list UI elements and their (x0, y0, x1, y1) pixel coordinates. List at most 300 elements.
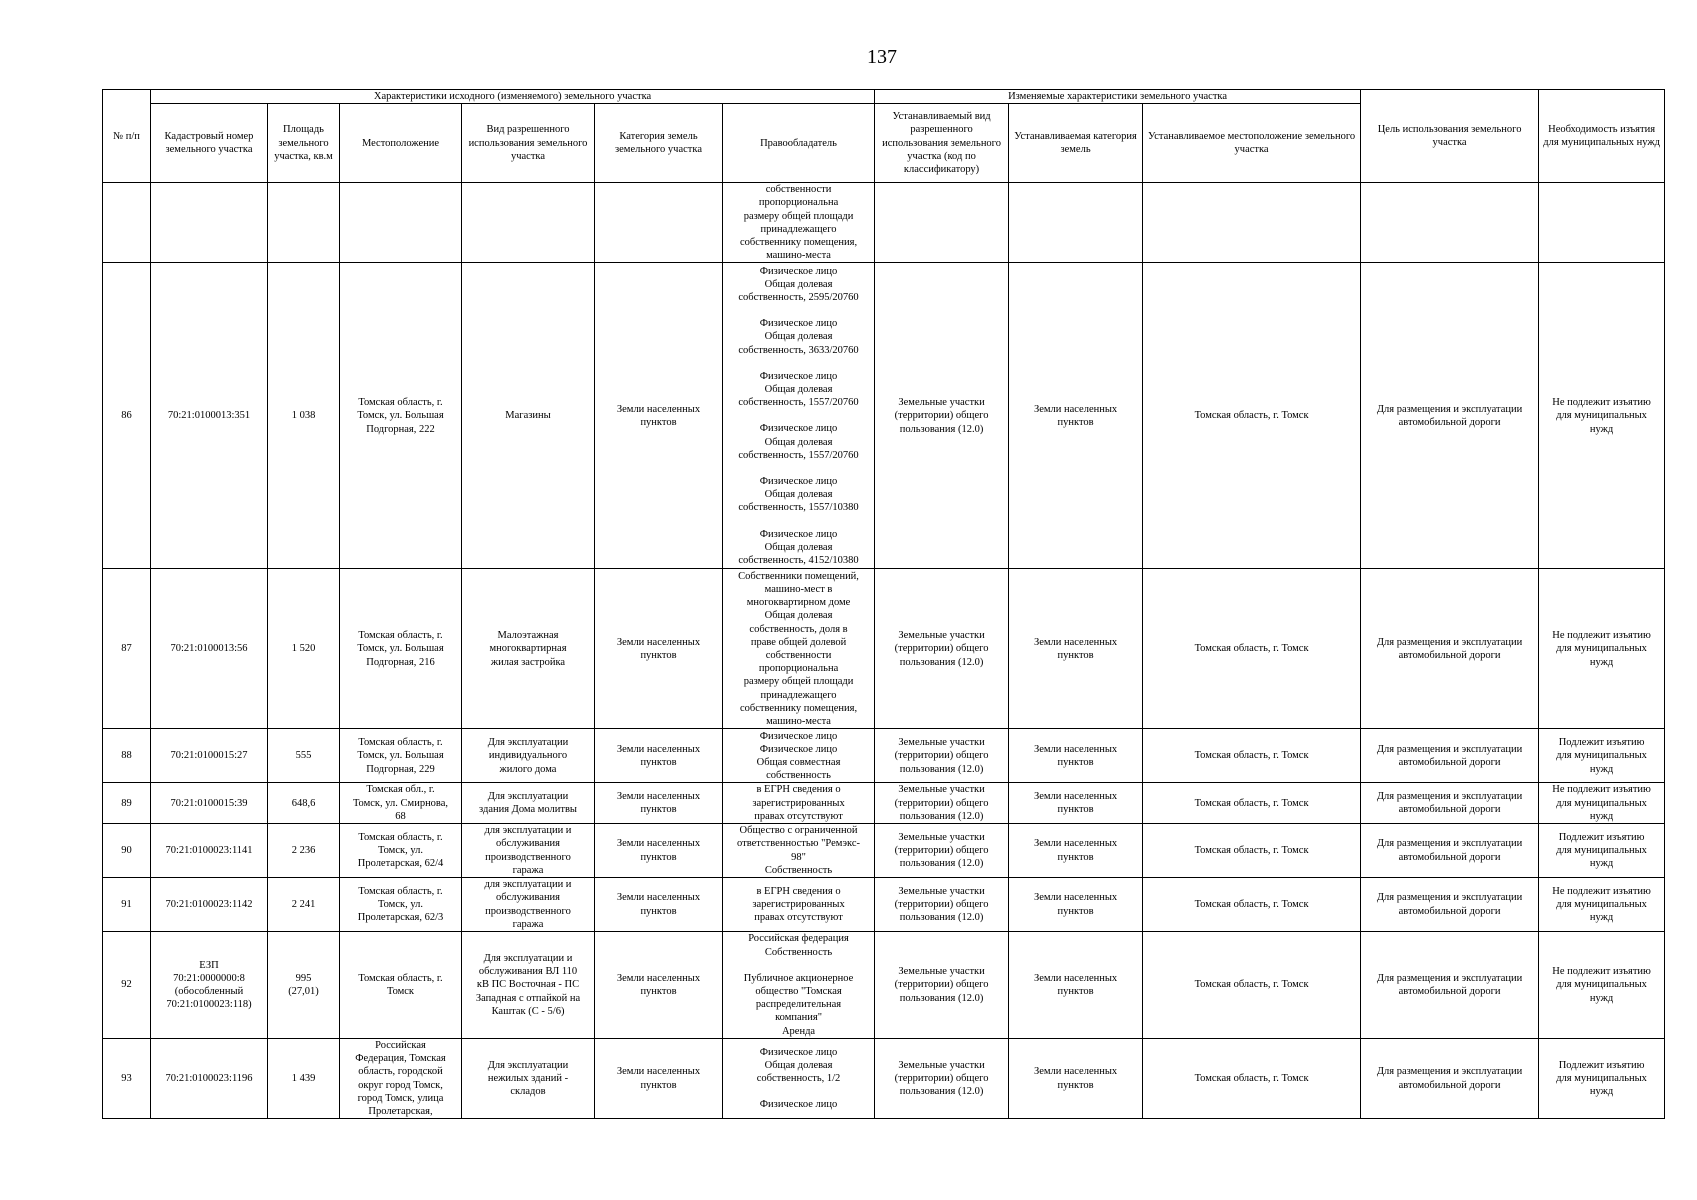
new-land-category (1009, 263, 1143, 569)
cell-line: Собственники помещений, (738, 570, 859, 582)
cadastral-number: 70:21:0100023:1196 (151, 1039, 268, 1119)
cell-line: Томская область, г. (358, 885, 443, 897)
cell-line: Для размещения и эксплуатации (1376, 838, 1523, 850)
cell-line: собственнику помещения, (739, 702, 858, 714)
cell-line: Земельные участки (898, 737, 985, 749)
new-location: Томская область, г. Томск (1143, 824, 1361, 878)
cell-line (725, 409, 872, 422)
cell-line: Подлежит изъятию (1558, 737, 1645, 749)
cell-line: Земельные участки (898, 831, 985, 843)
cell-line: общество "Томская (755, 985, 842, 997)
cell-line: для муниципальных (1556, 750, 1647, 762)
cell-line: Земли населенных (1033, 972, 1118, 984)
cell-line: Земельные участки (898, 966, 985, 978)
cell-line: гаража (512, 864, 544, 876)
header-use: Вид разрешенного использования земельного участка (462, 104, 595, 183)
cell-line: правах отсутствуют (754, 912, 843, 924)
usage-purpose (1361, 569, 1539, 729)
header-location: Местоположение (340, 104, 462, 183)
cell-line: Для размещения и эксплуатации (1376, 892, 1523, 904)
table-row (103, 263, 1665, 569)
cell-line: здания Дома молитвы (479, 804, 577, 816)
cell-line: индивидуального (488, 750, 568, 762)
cadastral-number (151, 183, 268, 263)
land-category (595, 878, 723, 932)
cell-line: Земли населенных (1033, 791, 1118, 803)
cell-line: Томск, ул. (378, 844, 423, 856)
owner (723, 263, 875, 569)
cadastral-number: 70:21:0100015:27 (151, 729, 268, 783)
cell-line: Земельные участки (898, 885, 985, 897)
land-category (595, 783, 723, 824)
cell-line: пунктов (640, 1079, 677, 1091)
cell-line (725, 357, 872, 370)
new-land-category (1009, 878, 1143, 932)
cell-line: Земельные участки (898, 630, 985, 642)
cell-line: Магазины (505, 410, 551, 422)
cell-line: Не подлежит изъятию (1552, 784, 1651, 796)
cell-line: собственность, 1557/10380 (738, 502, 859, 514)
cell-line: для муниципальных (1556, 643, 1647, 655)
owner (723, 1039, 875, 1119)
cell-line: Томская область, г. (358, 972, 443, 984)
cell-line: Томская область, г. (358, 831, 443, 843)
cell-line: Общая долевая (764, 331, 833, 343)
header-new-location: Устанавливаемое местоположение земельного участка (1143, 104, 1361, 183)
plot-area: 1 439 (268, 1039, 340, 1119)
cell-line: ЕЗП (199, 959, 219, 971)
cell-line: ответственностью "Ремэкс- (737, 838, 861, 850)
cell-line: собственность, доля в (749, 623, 848, 635)
cell-line: Не подлежит изъятию (1552, 397, 1651, 409)
cell-line: для эксплуатации и (484, 879, 572, 891)
cell-line: автомобильной дороги (1398, 804, 1501, 816)
header-owner: Правообладатель (723, 104, 875, 183)
cell-line: машино-места (766, 250, 831, 262)
owner (723, 569, 875, 729)
cell-line: пунктов (640, 416, 677, 428)
cell-line: Западная с отпайкой на (475, 992, 581, 1004)
cell-line: Земли населенных (1033, 636, 1118, 648)
page-number: 137 (867, 46, 897, 68)
row-number: 93 (103, 1039, 151, 1119)
cell-line: автомобильной дороги (1398, 416, 1501, 428)
cell-line: для муниципальных (1556, 1073, 1647, 1085)
new-permitted-use (875, 183, 1009, 263)
cell-line: пользования (12.0) (899, 912, 984, 924)
row-number: 90 (103, 824, 151, 878)
permitted-use (462, 878, 595, 932)
cell-line: Не подлежит изъятию (1552, 885, 1651, 897)
cadastral-number (151, 932, 268, 1039)
permitted-use (462, 183, 595, 263)
cell-line: пунктов (640, 649, 677, 661)
permitted-use (462, 932, 595, 1039)
table-row (103, 878, 1665, 932)
row-number (103, 183, 151, 263)
plot-area: 2 241 (268, 878, 340, 932)
cell-line: Для размещения и эксплуатации (1376, 403, 1523, 415)
cell-line: (обособленный (174, 986, 244, 998)
header-need: Необходимость изъятия для муниципальных нужд (1539, 90, 1665, 183)
cell-line: для муниципальных (1556, 410, 1647, 422)
land-category (595, 729, 723, 783)
cell-line: производственного (485, 851, 571, 863)
cell-line: область, городской (358, 1066, 443, 1078)
cell-line: автомобильной дороги (1398, 1079, 1501, 1091)
cell-line: 68 (395, 810, 406, 822)
cell-line: собственность, 1557/20760 (738, 397, 859, 409)
cell-line: Публичное акционерное (743, 972, 854, 984)
new-land-category (1009, 729, 1143, 783)
cell-line: нужд (1589, 992, 1614, 1004)
header-group-source: Характеристики исходного (изменяемого) земельного участка (151, 90, 875, 104)
row-number: 91 (103, 878, 151, 932)
cell-line: пропорциональна (758, 663, 839, 675)
cell-line: машино-мест в (764, 583, 833, 595)
cadastral-number: 70:21:0100023:1142 (151, 878, 268, 932)
cell-line: гаража (512, 918, 544, 930)
cell-line: собственности (765, 649, 832, 661)
seizure-need (1539, 263, 1665, 569)
cell-line: собственность, 1/2 (756, 1073, 841, 1085)
cell-line: Для размещения и эксплуатации (1376, 743, 1523, 755)
cadastral-number: 70:21:0100015:39 (151, 783, 268, 824)
table-row (103, 183, 1665, 263)
new-permitted-use (875, 1039, 1009, 1119)
location (340, 263, 462, 569)
owner (723, 783, 875, 824)
cell-line: обслуживания (495, 838, 561, 850)
cell-line: Земельные участки (898, 784, 985, 796)
location (340, 569, 462, 729)
cell-line: Физическое лицо (759, 1046, 838, 1058)
cell-line: Общая долевая (764, 489, 833, 501)
cell-line: Подгорная, 216 (366, 656, 435, 668)
table-row (103, 1039, 1665, 1119)
cell-line: Подлежит изъятию (1558, 831, 1645, 843)
cell-line: собственнику помещения, (739, 237, 858, 249)
header-purpose: Цель использования земельного участка (1361, 90, 1539, 183)
cell-line: пунктов (640, 986, 677, 998)
cell-line: зарегистрированных (752, 797, 845, 809)
row-number: 86 (103, 263, 151, 569)
cell-line: Физическое лицо (759, 743, 838, 755)
cell-line (725, 959, 872, 972)
cell-line: 98" (791, 851, 806, 863)
new-location: Томская область, г. Томск (1143, 263, 1361, 569)
new-permitted-use (875, 932, 1009, 1039)
cell-line: (территории) общего (894, 979, 989, 991)
land-category (595, 183, 723, 263)
cell-line: (территории) общего (894, 797, 989, 809)
cell-line: Земли населенных (616, 838, 701, 850)
plot-area: 555 (268, 729, 340, 783)
cell-line: (территории) общего (894, 410, 989, 422)
cell-line: Каштак (С - 5/6) (491, 1005, 565, 1017)
cell-line: обслуживания ВЛ 110 (478, 966, 578, 978)
new-land-category (1009, 569, 1143, 729)
new-land-category (1009, 824, 1143, 878)
header-no: № п/п (103, 90, 151, 183)
permitted-use (462, 569, 595, 729)
cell-line: нужд (1589, 810, 1614, 822)
cell-line: размеру общей площади (743, 210, 854, 222)
seizure-need (1539, 878, 1665, 932)
cell-line: Томск (386, 986, 415, 998)
cell-line: Физическое лицо (759, 265, 838, 277)
cell-line: для эксплуатации и (484, 825, 572, 837)
cell-line: пользования (12.0) (899, 656, 984, 668)
cell-line: пунктов (1057, 416, 1094, 428)
cell-line: нужд (1589, 858, 1614, 870)
cell-line: нужд (1589, 1086, 1614, 1098)
cell-line: Земельные участки (898, 1059, 985, 1071)
cell-line: складов (510, 1086, 546, 1098)
cell-line: Земли населенных (616, 636, 701, 648)
new-location: Томская область, г. Томск (1143, 1039, 1361, 1119)
cell-line: 70:21:0100023:118) (166, 999, 252, 1011)
plot-area (268, 932, 340, 1039)
cell-line: нужд (1589, 912, 1614, 924)
cell-line: Пролетарская, 62/4 (357, 858, 444, 870)
cell-line: Для эксплуатации и (483, 953, 573, 965)
cell-line: многоквартирная (489, 643, 567, 655)
cell-line: Общая долевая (764, 436, 833, 448)
cell-line: пунктов (1057, 905, 1094, 917)
cell-line (725, 304, 872, 317)
new-location (1143, 183, 1361, 263)
location (340, 824, 462, 878)
owner (723, 878, 875, 932)
cell-line: нужд (1589, 656, 1614, 668)
header-new-category: Устанавливаемая категория земель (1009, 104, 1143, 183)
cell-line: принадлежащего (760, 223, 837, 235)
land-category (595, 1039, 723, 1119)
cell-line: Для размещения и эксплуатации (1376, 972, 1523, 984)
usage-purpose (1361, 729, 1539, 783)
cell-line: Не подлежит изъятию (1552, 966, 1651, 978)
cell-line: собственность (766, 770, 831, 782)
cell-line: Физическое лицо (759, 1099, 838, 1111)
cell-line: пропорциональна (758, 197, 839, 209)
cell-line: Земли населенных (1033, 1066, 1118, 1078)
land-category (595, 824, 723, 878)
cell-line: Физическое лицо (759, 370, 838, 382)
cell-line: Земли населенных (1033, 892, 1118, 904)
seizure-need (1539, 183, 1665, 263)
land-plots-table (102, 89, 1665, 1119)
cell-line: правах отсутствуют (754, 810, 843, 822)
cell-line: Томск, ул. (378, 898, 423, 910)
permitted-use (462, 1039, 595, 1119)
cell-line: Общая долевая (764, 541, 833, 553)
usage-purpose (1361, 783, 1539, 824)
header-cadastral: Кадастровый номер земельного участка (151, 104, 268, 183)
cell-line: Томск, ул. Смирнова, (352, 797, 449, 809)
cell-line: автомобильной дороги (1398, 986, 1501, 998)
cell-line: жилая застройка (490, 656, 566, 668)
new-permitted-use (875, 783, 1009, 824)
cell-line: Для размещения и эксплуатации (1376, 636, 1523, 648)
seizure-need (1539, 569, 1665, 729)
cell-line: Томская область, г. (358, 630, 443, 642)
header-group-changed: Изменяемые характеристики земельного участка (875, 90, 1361, 104)
new-location: Томская область, г. Томск (1143, 569, 1361, 729)
cell-line: Земли населенных (616, 403, 701, 415)
table-row (103, 729, 1665, 783)
cell-line: компания" (775, 1012, 822, 1024)
cadastral-number: 70:21:0100013:351 (151, 263, 268, 569)
usage-purpose (1361, 932, 1539, 1039)
cell-line: Малоэтажная (497, 630, 559, 642)
cell-line: автомобильной дороги (1398, 905, 1501, 917)
cell-line: Общая долевая (764, 1059, 833, 1071)
table-row (103, 783, 1665, 824)
new-location: Томская область, г. Томск (1143, 932, 1361, 1039)
cell-line: многоквартирном доме (746, 597, 851, 609)
cell-line: автомобильной дороги (1398, 851, 1501, 863)
cell-line: Физическое лицо (759, 318, 838, 330)
cell-line: собственность, 2595/20760 (738, 292, 859, 303)
cell-line: Пролетарская, (368, 1106, 433, 1118)
land-category (595, 263, 723, 569)
cell-line: Собственность (764, 946, 833, 958)
cell-line: производственного (485, 905, 571, 917)
cell-line: принадлежащего (760, 689, 837, 701)
cell-line: пунктов (1057, 986, 1094, 998)
cell-line: Подгорная, 229 (366, 763, 435, 775)
cell-line: Собственность (764, 864, 833, 876)
cell-line: Общая совместная (756, 756, 841, 768)
cell-line: Для эксплуатации (487, 737, 569, 749)
cell-line: для муниципальных (1556, 898, 1647, 910)
row-number: 92 (103, 932, 151, 1039)
cell-line: распределительная (755, 999, 842, 1011)
header-new-use: Устанавливаемый вид разрешенного использования земельного участка (код по классификатору) (875, 104, 1009, 183)
new-land-category (1009, 1039, 1143, 1119)
cell-line: Общество с ограниченной (739, 825, 858, 837)
land-category (595, 569, 723, 729)
cell-line: Земли населенных (616, 972, 701, 984)
cell-line: 995 (295, 972, 312, 984)
cell-line: для муниципальных (1556, 844, 1647, 856)
cell-line: нужд (1589, 763, 1614, 775)
cell-line: пунктов (640, 756, 677, 768)
plot-area: 1 520 (268, 569, 340, 729)
cell-line: Общая долевая (764, 610, 833, 622)
new-permitted-use (875, 878, 1009, 932)
cell-line: обслуживания (495, 892, 561, 904)
table-row (103, 932, 1665, 1039)
new-land-category (1009, 183, 1143, 263)
cell-line: Земли населенных (616, 743, 701, 755)
cell-line: Российская (375, 1040, 426, 1052)
seizure-need (1539, 932, 1665, 1039)
usage-purpose (1361, 263, 1539, 569)
cell-line: Физическое лицо (759, 730, 838, 742)
cell-line: 70:21:0000000:8 (173, 972, 245, 984)
cell-line: (территории) общего (894, 898, 989, 910)
land-category (595, 932, 723, 1039)
location (340, 783, 462, 824)
location (340, 932, 462, 1039)
cell-line: автомобильной дороги (1398, 649, 1501, 661)
cell-line: пунктов (1057, 1079, 1094, 1091)
cell-line: собственности (765, 184, 832, 196)
cell-line: (27,01) (288, 986, 319, 998)
plot-area: 648,6 (268, 783, 340, 824)
cell-line: пользования (12.0) (899, 763, 984, 775)
permitted-use (462, 783, 595, 824)
row-number: 88 (103, 729, 151, 783)
cell-line: Земельные участки (898, 397, 985, 409)
new-land-category (1009, 783, 1143, 824)
cell-line: Для размещения и эксплуатации (1376, 1066, 1523, 1078)
new-location: Томская область, г. Томск (1143, 783, 1361, 824)
location (340, 183, 462, 263)
cell-line: пользования (12.0) (899, 858, 984, 870)
cell-line: Для эксплуатации (487, 1059, 569, 1071)
cell-line: (территории) общего (894, 844, 989, 856)
cell-line: Федерация, Томская (355, 1053, 446, 1065)
table-row (103, 824, 1665, 878)
owner (723, 729, 875, 783)
cell-line: зарегистрированных (752, 898, 845, 910)
cell-line: Физическое лицо (759, 528, 838, 540)
new-land-category (1009, 932, 1143, 1039)
cell-line: округ город Томск, (358, 1079, 443, 1091)
cell-line: для муниципальных (1556, 797, 1647, 809)
owner (723, 824, 875, 878)
cell-line: пунктов (1057, 649, 1094, 661)
cell-line: нежилых зданий - (487, 1073, 569, 1085)
cell-line: Томская область, г. (358, 397, 443, 409)
plot-area (268, 183, 340, 263)
cell-line: Земли населенных (616, 1066, 701, 1078)
table-body (103, 183, 1665, 1119)
new-permitted-use (875, 569, 1009, 729)
cell-line: пунктов (640, 804, 677, 816)
cell-line: Томская обл., г. (366, 784, 435, 796)
permitted-use (462, 824, 595, 878)
cell-line: Подлежит изъятию (1558, 1059, 1645, 1071)
cell-line: Томск, ул. Большая (357, 643, 444, 655)
seizure-need (1539, 783, 1665, 824)
cell-line: (территории) общего (894, 1073, 989, 1085)
cadastral-number: 70:21:0100023:1141 (151, 824, 268, 878)
cell-line: Физическое лицо (759, 476, 838, 488)
cell-line: пользования (12.0) (899, 423, 984, 435)
new-permitted-use (875, 263, 1009, 569)
header-area: Площадь земельного участка, кв.м (268, 104, 340, 183)
cell-line: кВ ПС Восточная - ПС (476, 979, 580, 991)
cell-line: Аренда (781, 1025, 816, 1037)
cell-line: город Томск, улица (357, 1092, 444, 1104)
cell-line: Подгорная, 222 (366, 423, 435, 435)
seizure-need (1539, 824, 1665, 878)
plot-area: 2 236 (268, 824, 340, 878)
cell-line: Для размещения и эксплуатации (1376, 791, 1523, 803)
usage-purpose (1361, 183, 1539, 263)
cell-line: Российская федерация (748, 933, 849, 945)
cell-line: пунктов (1057, 804, 1094, 816)
cell-line: собственность, 4152/10380 (738, 555, 859, 567)
plot-area: 1 038 (268, 263, 340, 569)
cell-line: пользования (12.0) (899, 1086, 984, 1098)
cell-line: Земли населенных (1033, 838, 1118, 850)
cell-line: Общая долевая (764, 384, 833, 396)
